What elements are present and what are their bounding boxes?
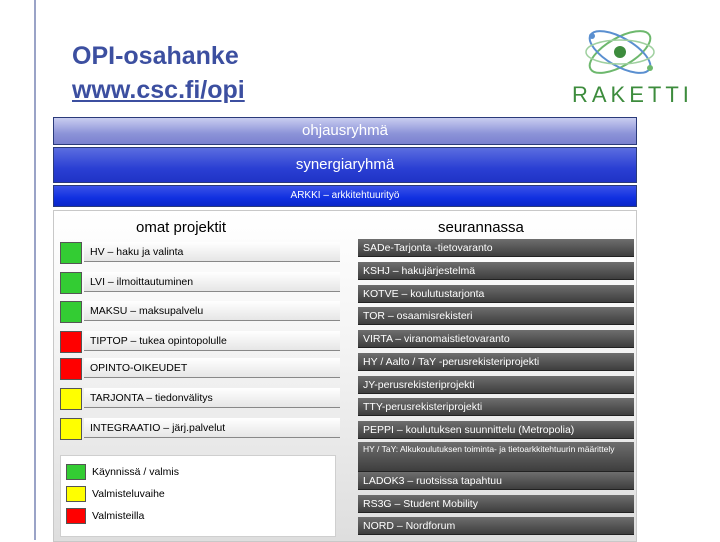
steering-group-band: ohjausryhmä xyxy=(53,117,637,145)
left-accent-rule xyxy=(34,0,36,540)
raketti-logo-text: RAKETTI xyxy=(572,82,693,107)
own-project-item xyxy=(60,272,340,294)
own-project-label: TARJONTA – tiedonvälitys xyxy=(84,388,340,408)
legend-label-planning: Valmisteilla xyxy=(92,510,145,522)
monitoring-item: PEPPI – koulutuksen suunnittelu (Metropolia) xyxy=(358,421,634,439)
own-project-item xyxy=(60,301,340,323)
legend-label-preparation: Valmisteluvaihe xyxy=(92,488,165,500)
monitoring-heading: seurannassa xyxy=(438,219,524,236)
page-title: OPI-osahanke xyxy=(72,42,239,70)
monitoring-item: LADOK3 – ruotsissa tapahtuu xyxy=(358,472,634,490)
architecture-work-band: ARKKI – arkkitehtuurityö xyxy=(53,185,637,207)
status-square xyxy=(60,418,82,440)
monitoring-item: JY-perusrekisteriprojekti xyxy=(358,376,634,394)
legend-swatch-in-progress xyxy=(66,464,86,480)
own-project-label: INTEGRAATIO – järj.palvelut xyxy=(84,418,340,438)
own-project-label: HV – haku ja valinta xyxy=(84,242,340,262)
own-project-item xyxy=(60,358,340,380)
monitoring-item: SADe-Tarjonta -tietovaranto xyxy=(358,239,634,257)
status-square xyxy=(60,272,82,294)
monitoring-item: KSHJ – hakujärjestelmä xyxy=(358,262,634,280)
status-square xyxy=(60,301,82,323)
monitoring-item: HY / TaY: Alkukoulutuksen toiminta- ja tietoarkkitehtuurin määrittely xyxy=(358,442,634,472)
monitoring-item: TTY-perusrekisteriprojekti xyxy=(358,398,634,416)
monitoring-item: VIRTA – viranomaistietovaranto xyxy=(358,330,634,348)
own-project-item xyxy=(60,242,340,264)
project-url-link[interactable]: www.csc.fi/opi xyxy=(72,76,245,104)
monitoring-item: HY / Aalto / TaY -perusrekisteriprojekti xyxy=(358,353,634,371)
status-square xyxy=(60,358,82,380)
legend-swatch-planning xyxy=(66,508,86,524)
legend-label-in-progress: Käynnissä / valmis xyxy=(92,466,179,478)
monitoring-item: NORD – Nordforum xyxy=(358,517,634,535)
status-square xyxy=(60,242,82,264)
monitoring-item: KOTVE – koulutustarjonta xyxy=(358,285,634,303)
own-project-item xyxy=(60,388,340,410)
own-project-label: TIPTOP – tukea opintopolulle xyxy=(84,331,340,351)
own-project-item xyxy=(60,418,340,440)
legend-swatch-preparation xyxy=(66,486,86,502)
own-projects-heading: omat projektit xyxy=(136,219,227,236)
own-project-label: LVI – ilmoittautuminen xyxy=(84,272,340,292)
monitoring-item: TOR – osaamisrekisteri xyxy=(358,307,634,325)
status-square xyxy=(60,388,82,410)
monitoring-item: RS3G – Student Mobility xyxy=(358,495,634,513)
own-project-label: OPINTO-OIKEUDET xyxy=(84,358,340,378)
synergy-group-band: synergiaryhmä xyxy=(53,147,637,183)
own-project-label: MAKSU – maksupalvelu xyxy=(84,301,340,321)
own-project-item xyxy=(60,331,340,353)
status-square xyxy=(60,331,82,353)
